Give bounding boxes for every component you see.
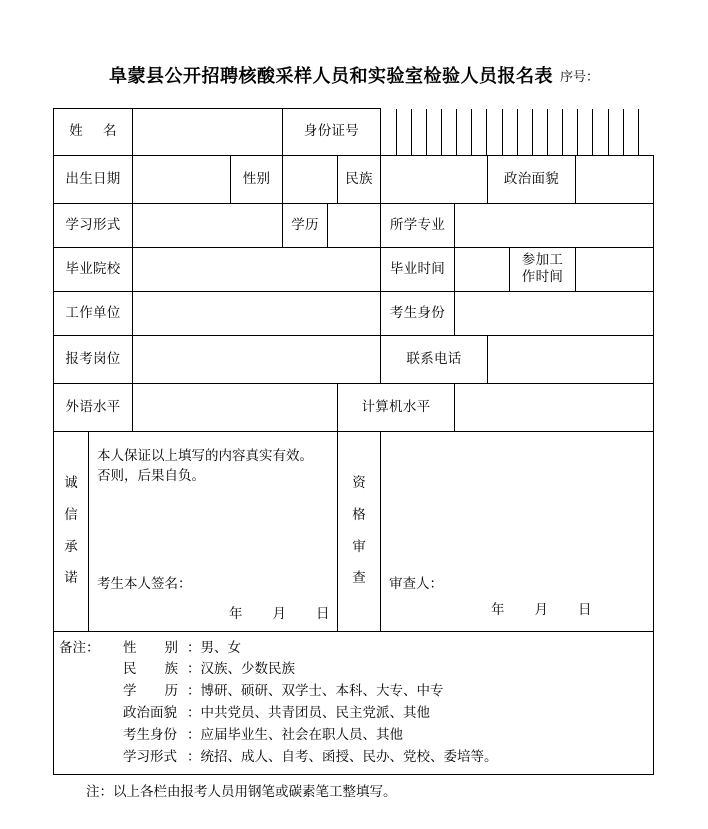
auditor-label: 审查人： [389,575,443,591]
id-box[interactable] [532,109,547,155]
phone-label: 联系电话 [381,335,488,383]
qualification-label-char-4: 查 [352,570,366,586]
remark-value: 统招、成人、自考、函授、民办、党校、委培等。 [200,748,498,764]
remark-line: 民 族 ：汉族、少数民族 [123,661,295,677]
commitment-label-char-1: 诚 [64,474,78,490]
remark-key-a: 学习形式 [123,748,177,764]
id-box[interactable] [472,109,487,155]
remark-value: 男、女 [200,639,241,655]
registration-form-table [53,108,654,775]
name-value-cell[interactable] [133,109,283,156]
id-box[interactable] [442,109,457,155]
remark-line: 备注： 性 别 ：男、女 [59,637,653,659]
remark-key-a: 考生身份 [123,726,177,742]
remark-line: 学习形式 ：统招、成人、自考、函授、民办、党校、委培等。 [123,748,498,764]
applied-post-value-cell[interactable] [133,335,381,383]
name-label-char-b: 名 [103,123,117,139]
foreign-language-label: 外语水平 [54,383,133,431]
remark-line: 考生身份 ：应届毕业生、社会在职人员、其他 [123,726,403,742]
graduate-school-value-cell[interactable] [133,247,381,291]
qualification-label-char-1: 资 [352,474,366,490]
remark-value: 中共党员、共青团员、民主党派、其他 [200,705,430,721]
remarks-cell [54,631,654,774]
candidate-identity-label: 考生身份 [381,291,455,335]
gender-value-cell[interactable] [283,155,338,203]
commitment-date-month: 月 [272,605,286,621]
qualification-label-char-3: 审 [352,538,366,554]
qualification-date-line [491,602,592,619]
computer-skill-value-cell[interactable] [455,383,654,431]
name-label-char-a: 姓 [69,123,83,139]
ethnicity-label: 民族 [338,155,381,203]
id-box[interactable] [548,109,563,155]
education-label: 学历 [283,203,328,247]
page-title-text: 阜蒙县公开招聘核酸采样人员和实验室检验人员报名表 [108,66,553,86]
major-value-cell[interactable] [455,203,654,247]
work-start-time-label [510,247,576,291]
id-box[interactable] [381,109,396,155]
commitment-body-cell[interactable] [89,431,338,631]
commitment-label-char-3: 承 [64,538,78,554]
table-row-study-form [54,203,654,247]
birth-date-label: 出生日期 [54,155,133,203]
commitment-label-char-2: 信 [64,506,78,522]
remark-line: 学 历 ：博研、硕研、双学士、本科、大专、中专 [123,683,444,699]
phone-value-cell[interactable] [488,335,654,383]
table-row-work-unit [54,291,654,335]
table-row-school [54,247,654,291]
remark-key-b: 别 [164,639,178,655]
qualification-label-char-2: 格 [352,506,366,522]
id-box[interactable] [578,109,593,155]
graduation-time-value-cell[interactable] [455,247,510,291]
table-row-birth [54,155,654,203]
gender-label: 性别 [231,155,283,203]
qualification-body-cell[interactable] [381,431,654,631]
candidate-signature-label: 考生本人签名： [97,575,192,591]
commitment-text-line1: 本人保证以上填写的内容真实有效。 [97,447,313,463]
graduate-school-label: 毕业院校 [54,247,133,291]
table-row-skill [54,383,654,431]
id-box[interactable] [623,109,638,155]
commitment-date-day: 日 [316,605,330,621]
id-box[interactable] [396,109,411,155]
ethnicity-value-cell[interactable] [381,155,488,203]
qualification-date-year: 年 [491,601,505,617]
id-box[interactable] [563,109,578,155]
commitment-date-line [229,606,330,623]
id-number-box-grid [381,109,654,155]
id-box[interactable] [593,109,608,155]
remark-key-a: 性 [123,639,137,655]
id-box[interactable] [426,109,441,155]
political-status-value-cell[interactable] [576,155,654,203]
id-box[interactable] [502,109,517,155]
qualification-vertical-label [338,431,381,631]
commitment-vertical-label [54,431,89,631]
qualification-date-month: 月 [534,601,548,617]
remarks-lead-label: 备注： [59,639,100,655]
study-form-value-cell[interactable] [133,203,283,247]
work-start-time-label-line2: 作时间 [521,269,564,284]
id-number-boxes-cell [381,109,654,156]
remark-value: 博研、硕研、双学士、本科、大专、中专 [200,683,444,699]
political-status-label: 政治面貌 [488,155,576,203]
education-value-cell[interactable] [328,203,381,247]
qualification-date-day: 日 [578,601,592,617]
footer-note: 注：以上各栏由报考人员用钢笔或碳素笔工整填写。 [86,784,397,799]
work-start-time-label-line1: 参加工 [521,252,564,268]
work-unit-label: 工作单位 [54,291,133,335]
id-box[interactable] [487,109,502,155]
remark-key-a: 民 [123,661,137,677]
remark-value: 应届毕业生、社会在职人员、其他 [200,726,403,742]
name-label [54,109,133,156]
id-box[interactable] [411,109,426,155]
id-box[interactable] [457,109,472,155]
birth-date-value-cell[interactable] [133,155,231,203]
id-number-label: 身份证号 [283,109,381,156]
remark-line: 政治面貌 ：中共党员、共青团员、民主党派、其他 [123,705,430,721]
serial-number-label: 序号： [559,69,599,84]
commitment-date-year: 年 [229,605,243,621]
study-form-label: 学习形式 [54,203,133,247]
remark-key-b: 历 [164,683,178,699]
major-label: 所学专业 [381,203,455,247]
remark-value: 汉族、少数民族 [200,661,295,677]
applied-post-label: 报考岗位 [54,335,133,383]
remark-key-b: 族 [164,661,178,677]
id-box[interactable] [517,109,532,155]
table-row-commitment [54,431,654,631]
remark-key-a: 学 [123,683,137,699]
id-box[interactable] [638,109,653,155]
table-row-remarks [54,631,654,774]
candidate-identity-value-cell[interactable] [455,291,654,335]
table-row-applied-post [54,335,654,383]
foreign-language-value-cell[interactable] [133,383,338,431]
table-row-name [54,109,654,156]
page-title [0,62,708,88]
work-unit-value-cell[interactable] [133,291,381,335]
graduation-time-label: 毕业时间 [381,247,455,291]
computer-skill-label: 计算机水平 [338,383,455,431]
id-box[interactable] [608,109,623,155]
commitment-text-line2: 否则，后果自负。 [97,468,205,484]
work-start-time-value-cell[interactable] [576,247,654,291]
commitment-label-char-4: 诺 [64,570,78,586]
remark-key-a: 政治面貌 [123,705,177,721]
